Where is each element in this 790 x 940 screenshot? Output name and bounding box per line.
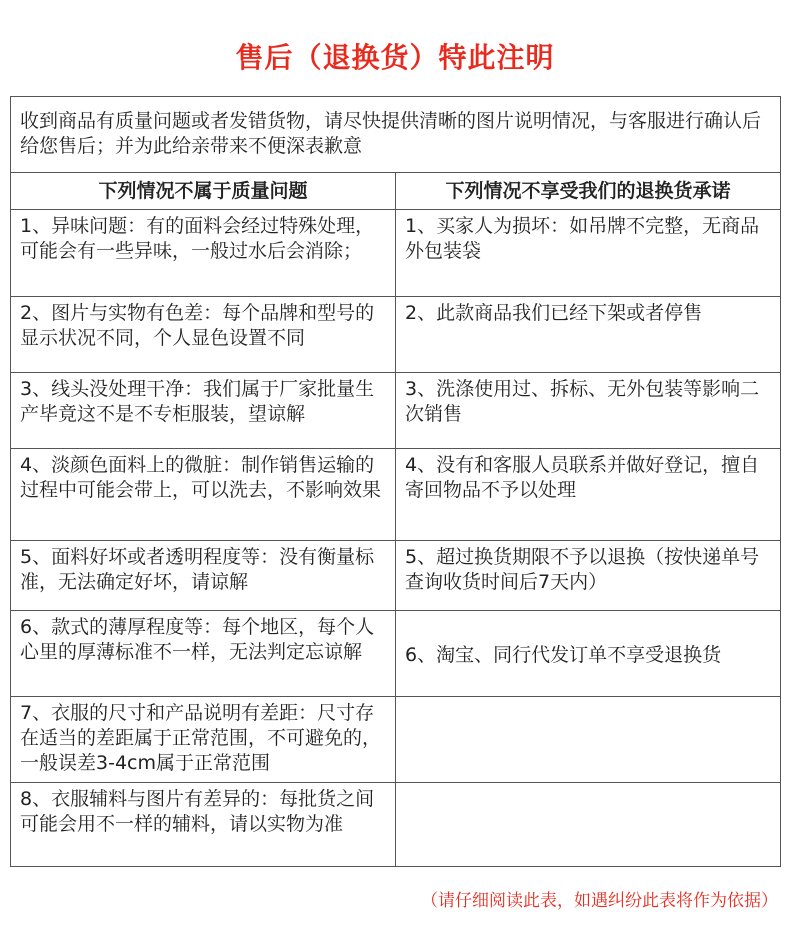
table-row	[11, 611, 781, 697]
table-row	[11, 373, 781, 449]
table-row	[11, 541, 781, 611]
footer-note: （请仔细阅读此表，如遇纠纷此表将作为依据）	[421, 891, 778, 911]
no-return-item-6: 6、淘宝、同行代发订单不享受退换货	[396, 611, 781, 697]
page-title: 售后（退换货）特此注明	[235, 41, 555, 74]
table-row	[11, 697, 781, 783]
header-row	[11, 173, 781, 210]
no-return-item-3: 3、洗涤使用过、拆标、无外包装等影响二次销售	[396, 373, 781, 449]
after-sales-table	[10, 96, 781, 867]
not-quality-item-4: 4、淡颜色面料上的微脏：制作销售运输的过程中可能会带上，可以洗去，不影响效果	[11, 449, 396, 541]
no-return-item-2: 2、此款商品我们已经下架或者停售	[396, 297, 781, 373]
not-quality-item-3: 3、线头没处理干净：我们属于厂家批量生产毕竟这不是不专柜服装，望谅解	[11, 373, 396, 449]
header-not-quality-issue: 下列情况不属于质量问题	[11, 173, 396, 210]
intro-row	[11, 97, 781, 173]
not-quality-item-7: 7、衣服的尺寸和产品说明有差距：尺寸存在适当的差距属于正常范围，不可避免的，一般误差3-4cm属于正常范围	[11, 697, 396, 783]
intro-text: 收到商品有质量问题或者发错货物，请尽快提供清晰的图片说明情况，与客服进行确认后给您售后；并为此给亲带来不便深表歉意	[11, 97, 781, 173]
not-quality-item-6: 6、款式的薄厚程度等：每个地区，每个人心里的厚薄标准不一样，无法判定忘谅解	[11, 611, 396, 697]
table-row	[11, 210, 781, 297]
no-return-item-8	[396, 783, 781, 867]
no-return-item-5: 5、超过换货期限不予以退换（按快递单号查询收货时间后7天内）	[396, 541, 781, 611]
table-row	[11, 783, 781, 867]
not-quality-item-1: 1、异味问题：有的面料会经过特殊处理，可能会有一些异味，一般过水后会消除；	[11, 210, 396, 297]
table-row	[11, 449, 781, 541]
header-no-return-policy: 下列情况不享受我们的退换货承诺	[396, 173, 781, 210]
not-quality-item-8: 8、衣服辅料与图片有差异的：每批货之间可能会用不一样的辅料，请以实物为准	[11, 783, 396, 867]
no-return-item-7	[396, 697, 781, 783]
no-return-item-1: 1、买家人为损坏：如吊牌不完整，无商品外包装袋	[396, 210, 781, 297]
not-quality-item-2: 2、图片与实物有色差：每个品牌和型号的显示状况不同，个人显色设置不同	[11, 297, 396, 373]
no-return-item-4: 4、没有和客服人员联系并做好登记，擅自寄回物品不予以处理	[396, 449, 781, 541]
table-row	[11, 297, 781, 373]
not-quality-item-5: 5、面料好坏或者透明程度等：没有衡量标准，无法确定好坏，请谅解	[11, 541, 396, 611]
